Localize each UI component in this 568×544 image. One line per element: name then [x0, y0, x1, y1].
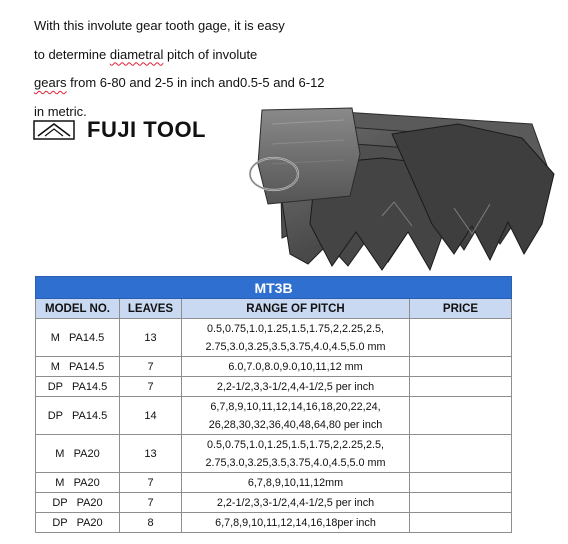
model-cell: M PA20: [36, 435, 120, 473]
leaves-cell: 7: [120, 473, 182, 493]
brand-logo: [33, 118, 206, 142]
price-cell: [410, 473, 512, 493]
pitch-range-line: 6,7,8,9,10,11,12mm: [247, 476, 344, 489]
pitch-range-line: 6,7,8,9,10,11,12,14,16,18,20,22,24,: [210, 400, 381, 413]
table-row: [36, 357, 512, 377]
model-cell: M PA20: [36, 473, 120, 493]
pitch-range-cell: [182, 397, 410, 435]
leaves-cell: 13: [120, 319, 182, 357]
price-cell: [410, 377, 512, 397]
price-cell: [410, 435, 512, 473]
model-cell: DP PA14.5: [36, 377, 120, 397]
column-header-range: RANGE OF PITCH: [182, 299, 410, 319]
table-title-row: [36, 277, 512, 299]
column-header-leaves: LEAVES: [120, 299, 182, 319]
pitch-range-line: 2.75,3.0,3.25,3.5,3.75,4.0,4.5,5.0 mm: [205, 340, 386, 353]
spellcheck-word: diametral: [109, 46, 164, 62]
intro-line-1: With this involute gear tooth gage, it is easy: [34, 18, 285, 33]
intro-line-4: in metric.: [34, 103, 87, 119]
pitch-range-cell: [182, 435, 410, 473]
table-row: [36, 473, 512, 493]
pitch-range-line: 0.5,0.75,1.0,1.25,1.5,1.75,2,2.25,2.5,: [206, 322, 385, 335]
price-cell: [410, 357, 512, 377]
pitch-range-line: 2.75,3.0,3.25,3.5,3.75,4.0,4.5,5.0 mm: [205, 456, 386, 469]
price-cell: [410, 397, 512, 435]
brand-name: FUJI TOOL: [87, 117, 206, 142]
pitch-range-cell: [182, 493, 410, 513]
price-cell: [410, 513, 512, 533]
spellcheck-word: gears: [34, 75, 67, 90]
model-cell: DP PA14.5: [36, 397, 120, 435]
column-header-model: MODEL NO.: [36, 299, 120, 319]
pitch-range-line: 2,2-1/2,3,3-1/2,4,4-1/2,5 per inch: [216, 380, 375, 393]
pitch-range-cell: [182, 513, 410, 533]
table-header-row: [36, 299, 512, 319]
table-row: [36, 377, 512, 397]
table-row: [36, 397, 512, 435]
pitch-range-cell: [182, 319, 410, 357]
pitch-range-cell: [182, 473, 410, 493]
table-row: [36, 513, 512, 533]
model-cell: DP PA20: [36, 493, 120, 513]
table-body: [36, 319, 512, 533]
intro-line-3: gears from 6-80 and 2-5 in inch and0.5-5 and 6-12: [34, 75, 325, 90]
leaves-cell: 13: [120, 435, 182, 473]
gear-gage-photo: [232, 104, 562, 272]
leaves-cell: 8: [120, 513, 182, 533]
pitch-range-cell: [182, 357, 410, 377]
pitch-range-line: 0.5,0.75,1.0,1.25,1.5,1.75,2,2.25,2.5,: [206, 438, 385, 451]
model-cell: M PA14.5: [36, 319, 120, 357]
pitch-range-line: 6,7,8,9,10,11,12,14,16,18per inch: [215, 516, 376, 529]
intro-line-2: to determine diametral pitch of involute: [34, 46, 258, 62]
pitch-range-line: 26,28,30,32,36,40,48,64,80 per inch: [208, 418, 383, 431]
fuji-logo-icon: [33, 120, 75, 140]
pitch-range-cell: [182, 377, 410, 397]
price-cell: [410, 319, 512, 357]
pitch-range-line: 2,2-1/2,3,3-1/2,4,4-1/2,5 per inch: [216, 496, 375, 509]
table-row: [36, 435, 512, 473]
price-cell: [410, 493, 512, 513]
specification-table: [35, 276, 512, 533]
table-row: [36, 493, 512, 513]
column-header-price: PRICE: [410, 299, 512, 319]
leaves-cell: 7: [120, 357, 182, 377]
model-cell: M PA14.5: [36, 357, 120, 377]
leaves-cell: 7: [120, 493, 182, 513]
table-row: [36, 319, 512, 357]
model-cell: DP PA20: [36, 513, 120, 533]
leaves-cell: 7: [120, 377, 182, 397]
table-title: MT3B: [36, 277, 512, 299]
leaves-cell: 14: [120, 397, 182, 435]
pitch-range-line: 6.0,7.0,8.0,9.0,10,11,12 mm: [228, 360, 363, 373]
